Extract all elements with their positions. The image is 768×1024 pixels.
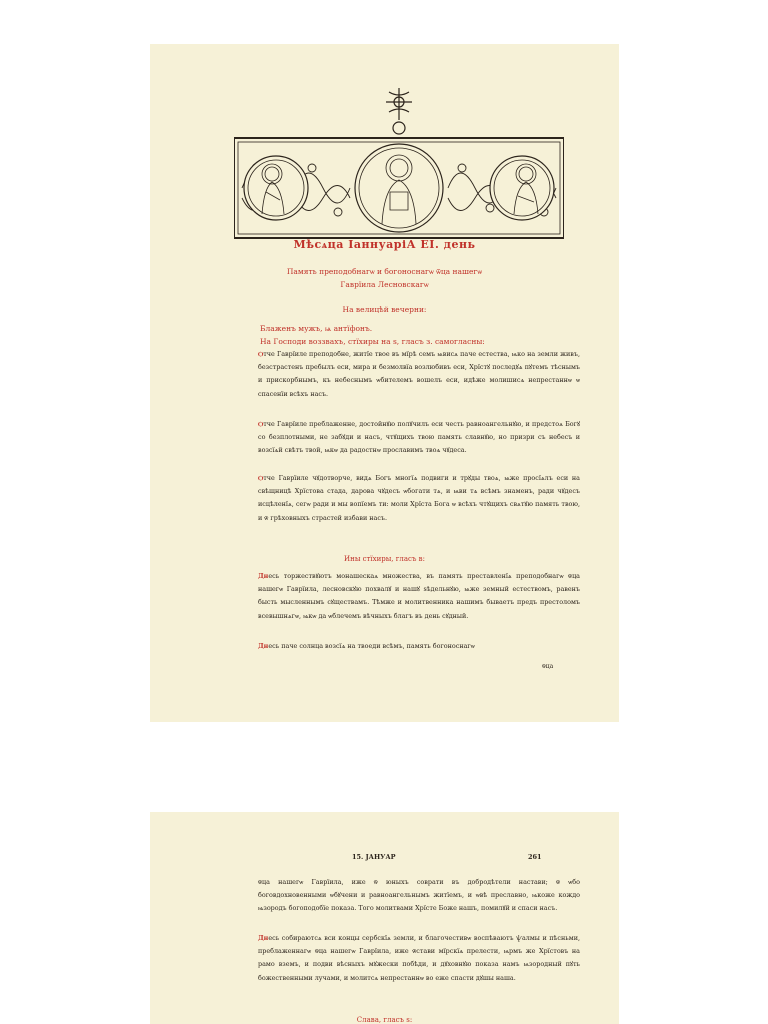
- sticheron-1: [258, 348, 580, 401]
- book-page-1: [150, 44, 619, 722]
- drop-initial: Ѻ: [258, 420, 264, 428]
- page2-paragraph-2: [258, 932, 580, 985]
- sticheron-text: тче Гаврїиле преблаженне, достойнꙋю полꙋчилъ еси честь равноангельнꙋю, и предстоѧ Богꙋ со безплотными, не забꙋди и насъ, чтꙋщихъ твою память славнꙋю, но призри съ небесъ и возсїѧй свѣтъ твой, ѩкѡ да радостнѡ прославимъ твоѧ чꙋдеса.: [258, 420, 580, 455]
- sticheron-2: [258, 418, 580, 458]
- sticheron-4: [258, 570, 580, 623]
- book-page-2: [150, 812, 619, 1024]
- other-stichera-title: Ины стїхиры, гласъ в:: [344, 555, 425, 563]
- page-number: 261: [528, 853, 542, 861]
- sticheron-3: [258, 472, 580, 525]
- page2-paragraph-1: [258, 876, 580, 916]
- sticheron-text: тче Гаврїиле чꙋдотворче, видѧ Богъ многїѧ подвиги и трꙋды твоѧ, ѩже просїѧлъ еси на свѣщницѣ Хрїстова стада, дарова чꙋдесъ ѡбогати тѧ, и ѩви тѧ всѣмъ знаменъ, ради чꙋдесъ исцѣленїѧ, сегѡ ради и мы вопїемъ ти: моли Хрїста Бога ѡ всѣхъ чтꙋщихъ свѧтꙋю память твою, и ѿ грѣховныхъ страстей избави насъ.: [258, 474, 580, 522]
- drop-initial: Дн: [258, 572, 269, 580]
- vespers-title: На велицѣй вечерни:: [342, 305, 427, 314]
- drop-initial: Ѻ: [258, 350, 264, 358]
- drop-initial: Ѻ: [258, 474, 264, 482]
- sticheron-5: [258, 640, 580, 653]
- running-title: 15. ЈАНУАР: [352, 853, 396, 861]
- rubric-blessed-man: Блаженъ мужъ, ѩ антїфонъ.: [260, 324, 373, 333]
- commemoration-line-2: Гаврїила Лесновскагѡ: [340, 280, 429, 289]
- ornamental-headpiece: [234, 88, 564, 248]
- sticheron-text: есь торжествꙋютъ монашескаѧ множества, въ память преставленїѧ преподобнагѡ ѿца нашегѡ Гаврїила, лесновскꙋю похвалꙋ и нашꙋ ѕѣдельнꙋю, ѩже земный естествомъ, равенъ бысть мысленнымъ сꙋществамъ. Тѣмже и молитвенника нашимъ бываетъ предъ престоломъ всевышнѧгѡ, ѩкѡ да ѡблечемъ вѣчныхъ благъ въ день сꙋдный.: [258, 572, 580, 620]
- sticheron-text: есь паче солнца возсїѧ на твоеди всѣмъ, память богоноснагѡ: [268, 642, 475, 650]
- rubric-lord-i-call: На Господи воззвахъ, стїхиры на ѕ, гласъ з. самогласны:: [260, 337, 485, 346]
- glory-title: Слава, гласъ s:: [356, 1016, 413, 1024]
- commemoration-line-1: Память преподобнагѡ и богоноснагѡ ѿца нашегѡ: [286, 267, 483, 276]
- page-heading: Мѣсѧца ІаннуаріА ЕІ. день: [293, 238, 476, 251]
- paragraph-text: ѿца нашегѡ Гаврїила, иже ѿ юныхъ соврати въ добродѣтели настави; ѿ ѡбо боговдохновенными ѡбꙋчени и равноангельнымъ житїемъ, и ѡвѣ преславно, ѩкоже кождо ѩзородъ богоподобїе показа. Того молитвами Хрїсте Боже нашъ, помилꙋй и спаси насъ.: [258, 878, 580, 913]
- catchword: ѿца: [542, 663, 554, 670]
- drop-initial: Дн: [258, 642, 269, 650]
- sticheron-text: тче Гаврїиле преподобне, житїе твое въ мїрѣ семъ ѩвисѧ паче естества, ѩко на земли живъ, безстрастенъ пребылъ еси, мира и безмолвїа возлюбивъ еси, Хрїстꙋ последꙋѧ пꙋтемъ тѣснымъ и прискорбнымъ, къ небеснымъ ѡбителемъ вошелъ еси, идѣже молишисѧ непрестаннѡ ѡ спасенїи всѣхъ насъ.: [258, 350, 580, 398]
- paragraph-text: есь собираютсѧ вси концы сербскїѧ земли, и благочестивѡ воспѣваютъ ѱалмы и пѣсньми, преблаженнагѡ ѿца нашегѡ Гаврїила, иже ѿстави мїрскїѧ прелести, ѩрмъ же Хрїстовъ на рамо вземъ, и подви вѣсныхъ мꙋжески побѣди, и дꙋховнꙋю показа намъ ѩзородный пꙋть божественными лучами, и молитсѧ непрестаннѡ во еже спасти дꙋшы наша.: [258, 934, 580, 982]
- drop-initial: Дн: [258, 934, 269, 942]
